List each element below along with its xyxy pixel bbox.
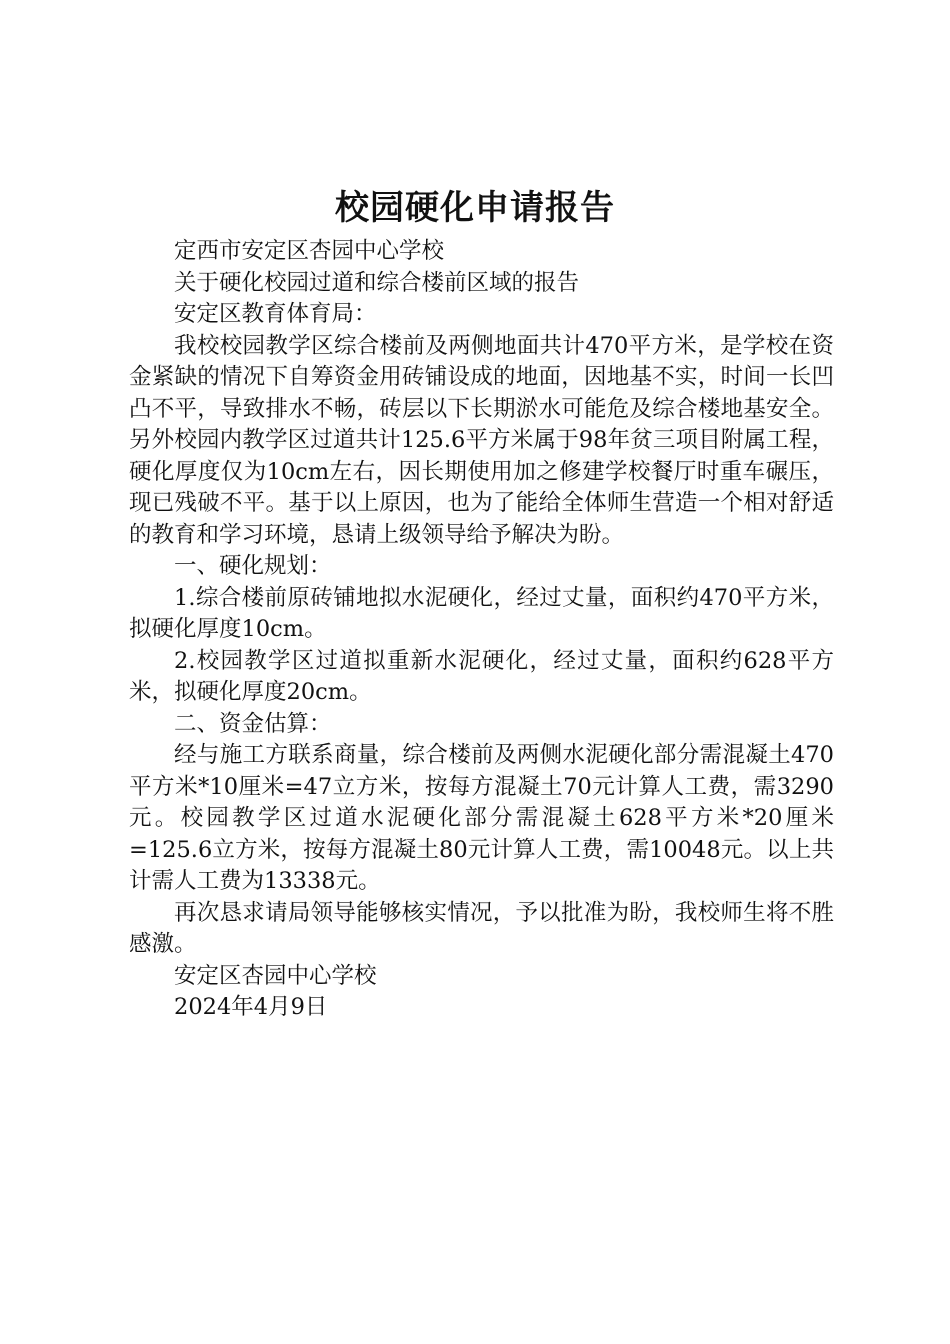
recipient-line: 安定区教育体育局：: [174, 301, 377, 327]
signature-line: 安定区杏园中心学校: [174, 962, 377, 989]
school-name-line: 定西市安定区杏园中心学校: [174, 238, 445, 264]
section-heading-plan: 一、硬化规划：: [174, 553, 332, 579]
plan-item-1: 1.综合楼前原砖铺地拟水泥硬化，经过丈量，面积约470平方米，拟硬化厚度10cm。: [129, 584, 834, 642]
closing-paragraph: 再次恳求请局领导能够核实情况，予以批准为盼，我校师生将不胜感激。: [129, 899, 834, 957]
plan-item-2: 2.校园教学区过道拟重新水泥硬化，经过丈量，面积约628平方米，拟硬化厚度20cm。: [129, 647, 834, 705]
document-body: [129, 236, 834, 1024]
budget-paragraph: 经与施工方联系商量，综合楼前及两侧水泥硬化部分需混凝土470平方米*10厘米=47立方米，按每方混凝土70元计算人工费，需3290元。校园教学区过道水泥硬化部分需混凝土628平方米*20厘米=125.6立方米，按每方混凝土80元计算人工费，需10048元。以上共计需人工费为13338元。: [129, 742, 834, 894]
date-line: 2024年4月9日: [174, 994, 328, 1020]
section-heading-budget: 二、资金估算：: [174, 710, 332, 737]
background-paragraph: 我校校园教学区综合楼前及两侧地面共计470平方米，是学校在资金紧缺的情况下自筹资金用砖铺设成的地面，因地基不实，时间一长凹凸不平，导致排水不畅，砖层以下长期淤水可能危及综合楼地基安全。另外校园内教学区过道共计125.6平方米属于98年贫三项目附属工程，硬化厚度仅为10cm左右，因长期使用加之修建学校餐厅时重车碾压，现已残破不平。基于以上原因，也为了能给全体师生营造一个相对舒适的教育和学习环境，恳请上级领导给予解决为盼。: [129, 332, 834, 548]
report-subject-line: 关于硬化校园过道和综合楼前区域的报告: [174, 269, 580, 296]
document-title: 校园硬化申请报告: [335, 188, 615, 228]
